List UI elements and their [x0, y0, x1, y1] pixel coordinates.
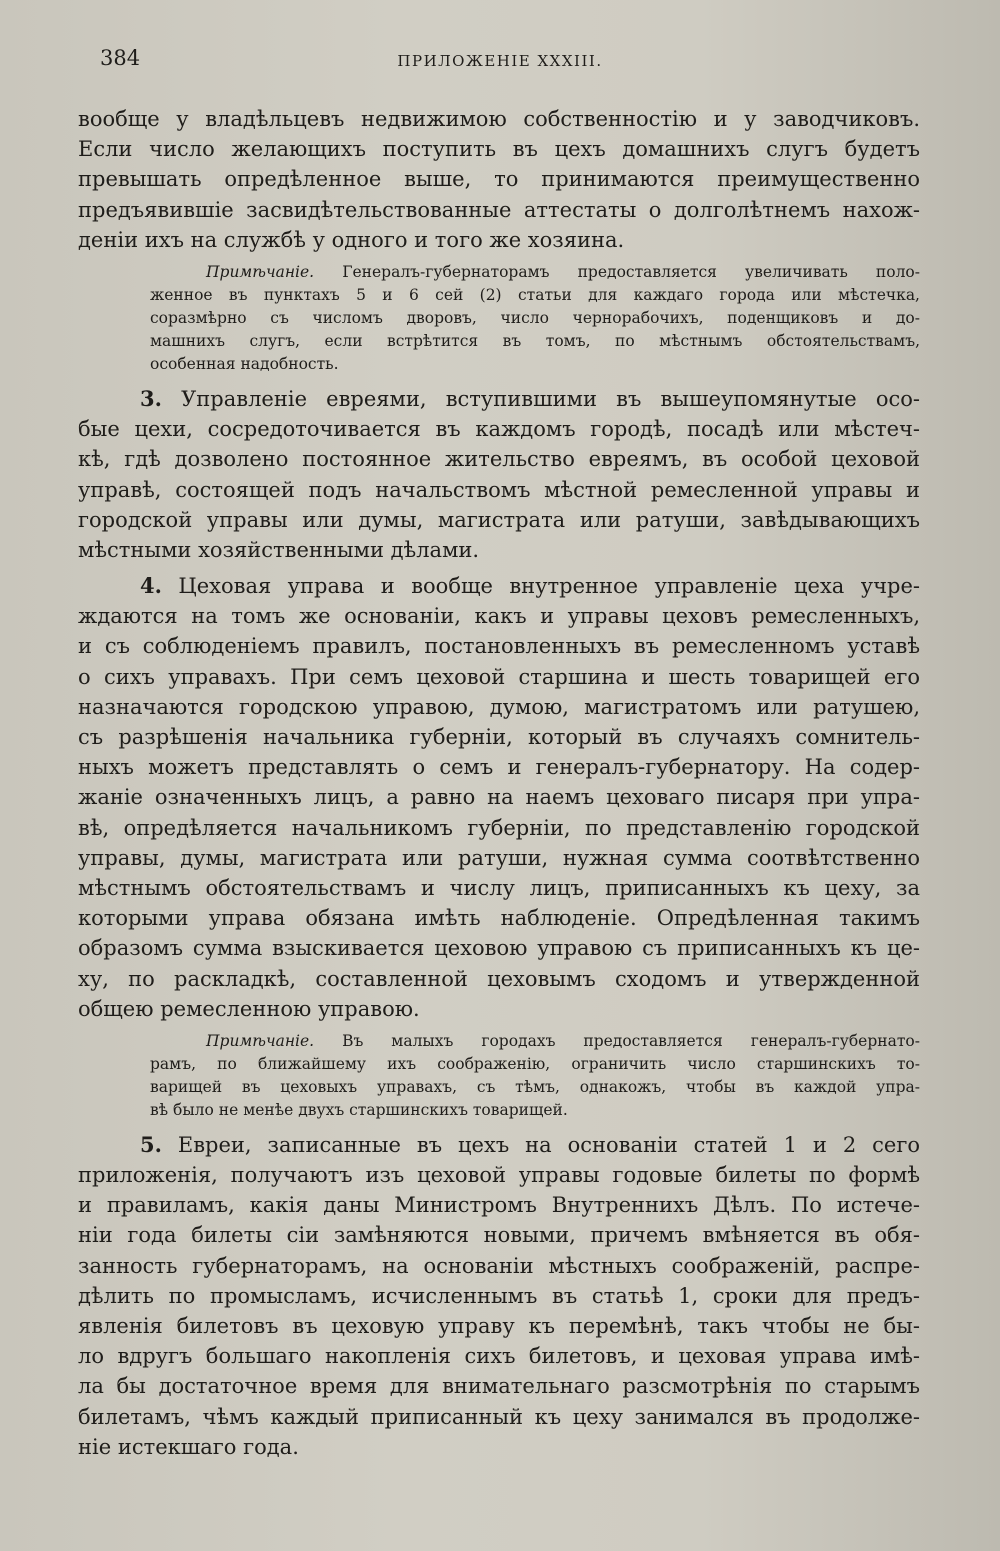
- note-line: машнихъ слугъ, если встрѣтится въ томъ, по мѣстнымъ обстоятельствамъ,: [150, 331, 920, 350]
- section-text: Управленіе евреями, вступившими въ вышеупомянутые осо-: [181, 386, 920, 411]
- note-line: вѣ было не менѣе двухъ старшинскихъ товарищей.: [150, 1100, 568, 1119]
- text-line: которыми управа обязана имѣть наблюденіе. Опредѣленная такимъ: [78, 906, 920, 931]
- section-4: [78, 571, 920, 1024]
- text-line: вообще у владѣльцевъ недвижимою собственностію и у заводчиковъ.: [78, 107, 920, 131]
- text-line: ніи года билеты сіи замѣняются новыми, причемъ вмѣняется въ обя-: [78, 1223, 920, 1248]
- section-first-line: [78, 571, 920, 601]
- note-1: [78, 261, 920, 376]
- text-line: о сихъ управахъ. При семъ цеховой старшина и шесть товарищей его: [78, 664, 920, 689]
- running-title: ПРИЛОЖЕНІЕ XXXIII.: [397, 52, 603, 70]
- note-line: варищей въ цеховыхъ управахъ, съ тѣмъ, однакожъ, чтобы въ каждой упра-: [150, 1077, 920, 1096]
- note-line: соразмѣрно съ числомъ дворовъ, число чернорабочихъ, поденщиковъ и до-: [150, 308, 920, 327]
- note-line: особенная надобность.: [150, 354, 339, 373]
- text-line: жаніе означенныхъ лицъ, а равно на наемъ цеховаго писаря при упра-: [78, 785, 920, 810]
- text-line: ло вдругъ большаго накопленія сихъ билетовъ, и цеховая управа имѣ-: [78, 1344, 920, 1369]
- text-line: явленія билетовъ въ цеховую управу къ перемѣнѣ, такъ чтобы не бы-: [78, 1314, 920, 1338]
- page-header: [100, 46, 900, 80]
- section-text: Евреи, записанные въ цехъ на основаніи статей 1 и 2 сего: [177, 1132, 920, 1157]
- text-line: образомъ сумма взыскивается цеховою управою съ приписанныхъ къ це-: [78, 936, 920, 961]
- text-line: дѣлить по промысламъ, исчисленнымъ въ статьѣ 1, сроки для предъ-: [78, 1283, 920, 1308]
- text-line: ныхъ можетъ представлять о семъ и генералъ-губернатору. На содер-: [78, 755, 920, 780]
- note-line: женное въ пунктахъ 5 и 6 сей (2) статьи для каждаго города или мѣстечка,: [150, 285, 920, 304]
- section-first-line: [78, 384, 920, 414]
- text-line: ла бы достаточное время для внимательнаго разсмотрѣнія по старымъ: [78, 1374, 920, 1399]
- text-line: и правиламъ, какія даны Министромъ Внутреннихъ Дѣлъ. По истече-: [78, 1193, 920, 1218]
- note-label: Примѣчаніе.: [206, 1031, 315, 1050]
- text-line: управѣ, состоящей подъ начальствомъ мѣстной ремесленной управы и: [78, 477, 920, 502]
- page-body: [78, 104, 920, 1462]
- section-3: [78, 384, 920, 565]
- text-line: занность губернаторамъ, на основаніи мѣстныхъ соображеній, распре-: [78, 1253, 920, 1278]
- note-first-line: [78, 1030, 920, 1053]
- note-text: Въ малыхъ городахъ предоставляется генералъ-губернато-: [342, 1031, 920, 1050]
- note-line: рамъ, по ближайшему ихъ соображенію, ограничить число старшинскихъ то-: [150, 1054, 920, 1073]
- section-first-line: [78, 1130, 920, 1160]
- note-text: Генералъ-губернаторамъ предоставляется увеличивать поло-: [342, 262, 920, 281]
- text-line: управы, думы, магистрата или ратуши, нужная сумма соотвѣтственно: [78, 845, 920, 870]
- section-number: 5.: [140, 1131, 162, 1157]
- text-line: Если число желающихъ поступить въ цехъ домашнихъ слугъ будетъ: [78, 137, 920, 162]
- text-line: мѣстнымъ обстоятельствамъ и числу лицъ, приписанныхъ къ цеху, за: [78, 875, 920, 900]
- text-line: ніе истекшаго года.: [78, 1434, 299, 1459]
- text-line: городской управы или думы, магистрата или ратуши, завѣдывающихъ: [78, 507, 920, 532]
- text-line: съ разрѣшенія начальника губерніи, который въ случаяхъ сомнитель-: [78, 725, 920, 749]
- note-label: Примѣчаніе.: [206, 262, 315, 281]
- text-line: кѣ, гдѣ дозволено постоянное жительство евреямъ, въ особой цеховой: [78, 447, 920, 472]
- section-5: [78, 1130, 920, 1462]
- text-line: назначаются городскою управою, думою, магистратомъ или ратушею,: [78, 694, 920, 719]
- text-line: вѣ, опредѣляется начальникомъ губерніи, по представленію городской: [78, 815, 920, 840]
- text-line: общею ремесленною управою.: [78, 996, 420, 1021]
- section-text: Цеховая управа и вообще внутренное управленіе цеха учре-: [178, 574, 920, 599]
- text-line: превышать опредѣленное выше, то принимаются преимущественно: [78, 167, 920, 192]
- text-line: деніи ихъ на службѣ у одного и того же хозяина.: [78, 227, 625, 252]
- text-line: предъявившіе засвидѣтельствованные аттестаты о долголѣтнемъ нахож-: [78, 197, 920, 222]
- text-line: мѣстными хозяйственными дѣлами.: [78, 537, 480, 562]
- text-line: билетамъ, чѣмъ каждый приписанный къ цеху занимался въ продолже-: [78, 1404, 920, 1429]
- text-line: ждаются на томъ же основаніи, какъ и управы цеховъ ремесленныхъ,: [78, 604, 920, 629]
- section-number: 4.: [140, 573, 162, 599]
- note-2: [78, 1030, 920, 1122]
- text-line: ху, по раскладкѣ, составленной цеховымъ сходомъ и утвержденной: [78, 966, 920, 991]
- note-first-line: [78, 261, 920, 284]
- text-line: бые цехи, сосредоточивается въ каждомъ городѣ, посадѣ или мѣстеч-: [78, 417, 920, 442]
- text-line: приложенія, получаютъ изъ цеховой управы годовые билеты по формѣ: [78, 1163, 920, 1188]
- intro-paragraph: [78, 104, 920, 255]
- section-number: 3.: [140, 385, 162, 411]
- text-line: и съ соблюденіемъ правилъ, постановленныхъ въ ремесленномъ уставѣ: [78, 634, 920, 659]
- page-number: 384: [100, 46, 141, 70]
